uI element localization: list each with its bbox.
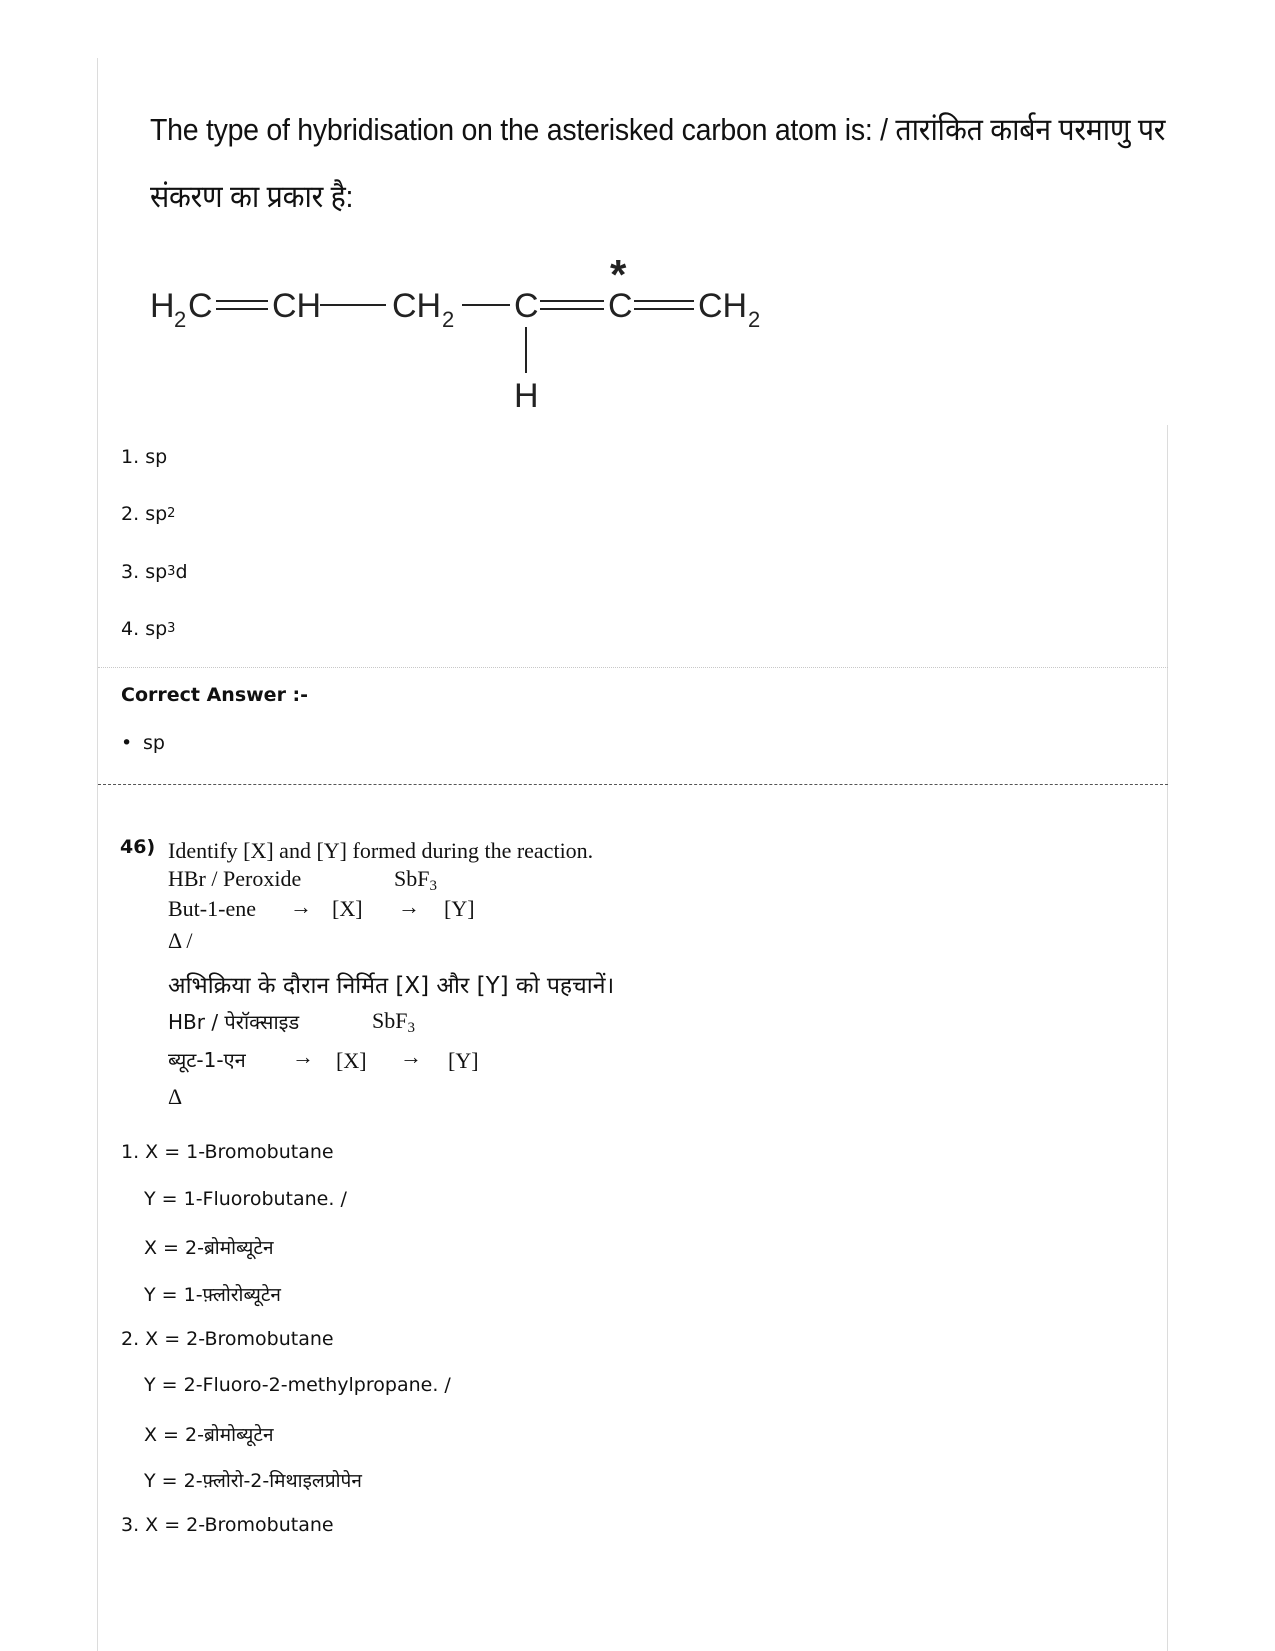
hindi-reagent-1: HBr / पेरॉक्साइड (168, 1010, 300, 1034)
option-3: 3. $sp^3d$ (121, 561, 188, 583)
h2-subscript: 2 (174, 307, 187, 332)
answer-line-3: X = 2-ब्रोमोब्यूटेन (144, 1237, 274, 1259)
answer-line-6: Y = 2-Fluoro-2-methylpropane. / (144, 1374, 451, 1396)
h-below-label: H (514, 377, 539, 415)
reagent-1: HBr / Peroxide (168, 866, 302, 891)
bullet: • (121, 732, 133, 754)
arrow-2: → (398, 894, 420, 919)
left-border (97, 58, 98, 1651)
asterisk-marker: * (610, 255, 627, 298)
option-2: 2. $sp^2$ (121, 503, 176, 525)
ch2-label-b: CH (698, 287, 748, 325)
answer-line-1: 1. X = 1-Bromobutane (121, 1141, 334, 1163)
option-4: 4. $sp^3$ (121, 618, 176, 640)
correct-answer-value: sp (143, 732, 165, 754)
hindi-product-x: [X] (336, 1048, 367, 1073)
dashed-divider (98, 784, 1168, 785)
question-45-line-2: संकरण का प्रकार है: (150, 179, 354, 214)
option-1: 1. sp (121, 446, 168, 468)
hindi-question-line: अभिक्रिया के दौरान निर्मित [X] और [Y] को पहचानें। (168, 973, 615, 999)
question-46-line-1: Identify [X] and [Y] formed during the reaction. (168, 838, 594, 863)
hindi-product-y: [Y] (448, 1048, 479, 1073)
product-y: [Y] (444, 896, 475, 921)
question-45-text (150, 96, 1210, 230)
answer-line-2: Y = 1-Fluorobutane. / (144, 1188, 347, 1210)
answer-line-9: 3. X = 2-Bromobutane (121, 1514, 334, 1536)
correct-answer-item (121, 732, 165, 754)
answer-line-5: 2. X = 2-Bromobutane (121, 1328, 334, 1350)
correct-answer-label: Correct Answer :- (121, 684, 309, 706)
c4-label: C (608, 287, 633, 325)
question-45-line-1: The type of hybridisation on the asterisked carbon atom is: / तारांकित कार्बन परमाणु पर (150, 112, 1166, 147)
hindi-arrow-1: → (292, 1044, 314, 1069)
right-border (1167, 425, 1168, 1651)
c1-label: C (188, 287, 213, 325)
answer-line-8: Y = 2-फ़्लोरो-2-मिथाइलप्रोपेन (144, 1470, 362, 1492)
hindi-condition: Δ (168, 1084, 183, 1109)
c3-label: C (514, 287, 539, 325)
answer-line-7: X = 2-ब्रोमोब्यूटेन (144, 1424, 274, 1446)
dotted-divider (98, 667, 1168, 668)
ch-label: CH (272, 287, 322, 325)
ch2-label-a: CH (392, 287, 442, 325)
arrow-1: → (290, 894, 312, 919)
condition: Δ / (168, 928, 193, 953)
answer-line-4: Y = 1-फ़्लोरोब्यूटेन (144, 1284, 281, 1306)
ch2-subscript-b: 2 (748, 307, 761, 332)
reactant: But-1-ene (168, 896, 256, 921)
hindi-reagent-2: SbF3 (372, 1008, 415, 1036)
ch2-subscript-a: 2 (442, 307, 455, 332)
hindi-reactant: ब्यूट-1-एन (168, 1048, 246, 1072)
hindi-arrow-2: → (400, 1044, 422, 1069)
reagent-2: SbF3 (394, 866, 437, 894)
product-x: [X] (332, 896, 363, 921)
h2-label: H (150, 287, 175, 325)
question-number: 46) (120, 836, 156, 858)
chemical-structure (150, 255, 790, 415)
